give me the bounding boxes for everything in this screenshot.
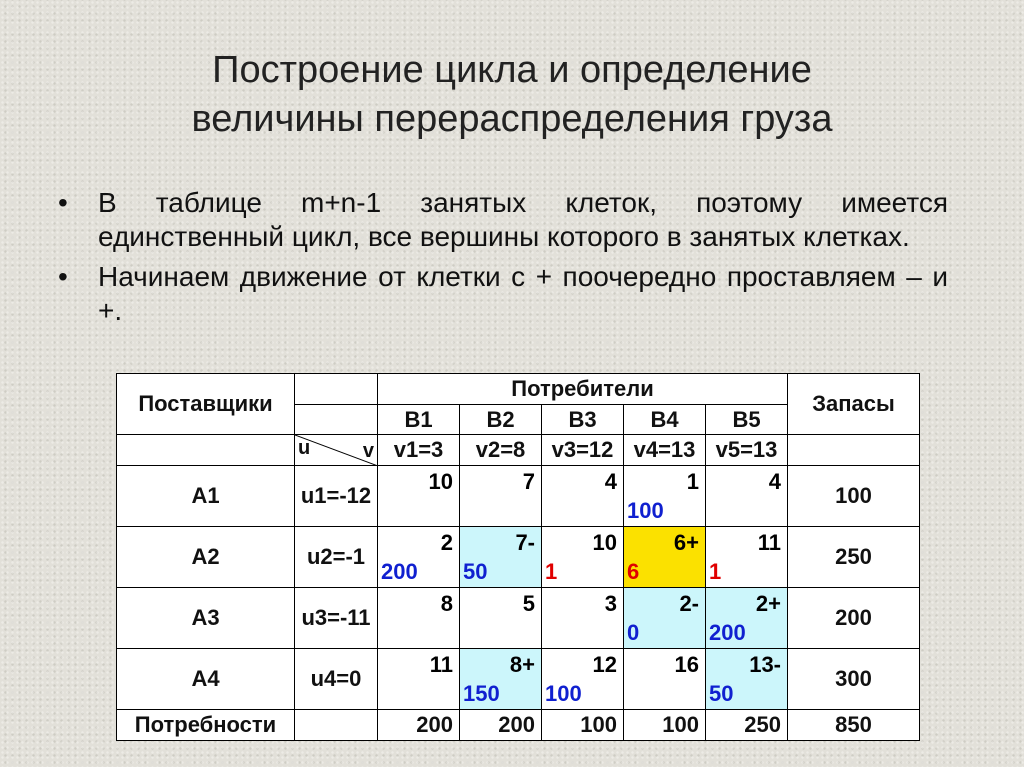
cell-cost: 8+ — [509, 652, 535, 677]
table-row — [117, 588, 920, 649]
demand-value: 100 — [542, 710, 624, 741]
table-cell — [624, 649, 706, 710]
cell-allocation: 100 — [627, 498, 664, 523]
table-cell — [378, 527, 460, 588]
u-label: u — [298, 437, 311, 459]
stock-header: Запасы — [788, 374, 920, 435]
cell-cost: 2+ — [755, 591, 781, 616]
table-row — [117, 466, 920, 527]
consumer-header: B5 — [706, 405, 788, 435]
table-cell — [542, 588, 624, 649]
cell-cost: 1 — [686, 469, 699, 494]
header-blank — [295, 405, 378, 435]
cycle-cell — [460, 649, 542, 710]
cell-allocation: 100 — [545, 681, 582, 706]
consumer-header: B2 — [460, 405, 542, 435]
header-blank — [295, 374, 378, 405]
table-cell — [624, 466, 706, 527]
table-cell — [706, 527, 788, 588]
table-cell — [460, 588, 542, 649]
v-potential: v5=13 — [706, 435, 788, 466]
stock-value: 250 — [788, 527, 920, 588]
cell-cost: 16 — [674, 652, 699, 677]
u-potential: u2=-1 — [295, 527, 378, 588]
title-line-2: величины перераспределения груза — [191, 98, 833, 140]
table-cell — [542, 466, 624, 527]
header-blank — [788, 435, 920, 466]
uv-diagonal-cell — [295, 435, 378, 466]
table-cell — [378, 588, 460, 649]
v-potential: v3=12 — [542, 435, 624, 466]
table-cell — [378, 649, 460, 710]
cell-cost: 10 — [428, 469, 453, 494]
bullet-list — [58, 186, 948, 334]
cell-allocation: 50 — [463, 559, 488, 584]
title-line-1: Построение цикла и определение — [212, 49, 812, 91]
table-cell — [706, 466, 788, 527]
table-cell — [542, 527, 624, 588]
cell-cost: 6+ — [673, 530, 699, 555]
cell-cost: 2- — [679, 591, 699, 616]
cell-cost: 2 — [440, 530, 453, 555]
cell-cost: 4 — [768, 469, 781, 494]
u-potential: u4=0 — [295, 649, 378, 710]
table-row — [117, 527, 920, 588]
table-cell — [460, 466, 542, 527]
cell-cost: 11 — [429, 652, 453, 677]
demand-blank — [295, 710, 378, 741]
cell-allocation: 200 — [709, 620, 746, 645]
v-potential: v4=13 — [624, 435, 706, 466]
cell-estimate: 6 — [627, 559, 640, 584]
supplier-name: A2 — [117, 527, 295, 588]
cycle-cell — [624, 588, 706, 649]
cell-cost: 13- — [749, 652, 781, 677]
consumer-header: B3 — [542, 405, 624, 435]
demand-value: 250 — [706, 710, 788, 741]
u-potential: u3=-11 — [295, 588, 378, 649]
cell-cost: 12 — [592, 652, 617, 677]
header-blank — [117, 435, 295, 466]
cell-cost: 8 — [440, 591, 453, 616]
cell-estimate: 1 — [545, 559, 558, 584]
supplier-name: A1 — [117, 466, 295, 527]
consumers-header: Потребители — [378, 374, 788, 405]
cell-estimate: 1 — [709, 559, 722, 584]
bullet-text: В таблице m+n-1 занятых клеток, поэтому имеется единственный цикл, все вершины которого в занятых клетках. — [98, 187, 948, 252]
bullet-text: Начинаем движение от клетки с + поочередно проставляем – и +. — [98, 261, 948, 326]
supplier-name: A3 — [117, 588, 295, 649]
cell-cost: 4 — [604, 469, 617, 494]
slide-title — [0, 46, 1024, 144]
table-cell — [542, 649, 624, 710]
cell-allocation: 50 — [709, 681, 734, 706]
u-potential: u1=-12 — [295, 466, 378, 527]
cell-allocation: 200 — [381, 559, 418, 584]
demand-value: 100 — [624, 710, 706, 741]
stock-value: 100 — [788, 466, 920, 527]
consumer-header: B1 — [378, 405, 460, 435]
consumer-header: B4 — [624, 405, 706, 435]
demand-total: 850 — [788, 710, 920, 741]
transport-table — [116, 373, 920, 741]
cell-cost: 5 — [522, 591, 535, 616]
cell-allocation: 0 — [627, 620, 640, 645]
cell-cost: 3 — [604, 591, 617, 616]
bullet-marker: • — [58, 187, 68, 218]
cell-allocation: 150 — [463, 681, 500, 706]
cell-cost: 11 — [757, 530, 781, 555]
demand-value: 200 — [460, 710, 542, 741]
cell-cost: 10 — [592, 530, 617, 555]
demand-label: Потребности — [117, 710, 295, 741]
cycle-cell — [706, 649, 788, 710]
cell-cost: 7 — [522, 469, 535, 494]
v-potential: v1=3 — [378, 435, 460, 466]
demand-row — [117, 710, 920, 741]
bullet-marker: • — [58, 261, 68, 292]
table-cell — [378, 466, 460, 527]
bullet-item — [58, 260, 948, 328]
stock-value: 200 — [788, 588, 920, 649]
suppliers-header: Поставщики — [117, 374, 295, 435]
cell-cost: 7- — [515, 530, 535, 555]
supplier-name: A4 — [117, 649, 295, 710]
stock-value: 300 — [788, 649, 920, 710]
cycle-start-cell — [624, 527, 706, 588]
cycle-cell — [706, 588, 788, 649]
cycle-cell — [460, 527, 542, 588]
v-label: v — [362, 440, 374, 462]
bullet-item — [58, 186, 948, 254]
table-row — [117, 649, 920, 710]
demand-value: 200 — [378, 710, 460, 741]
v-potential: v2=8 — [460, 435, 542, 466]
